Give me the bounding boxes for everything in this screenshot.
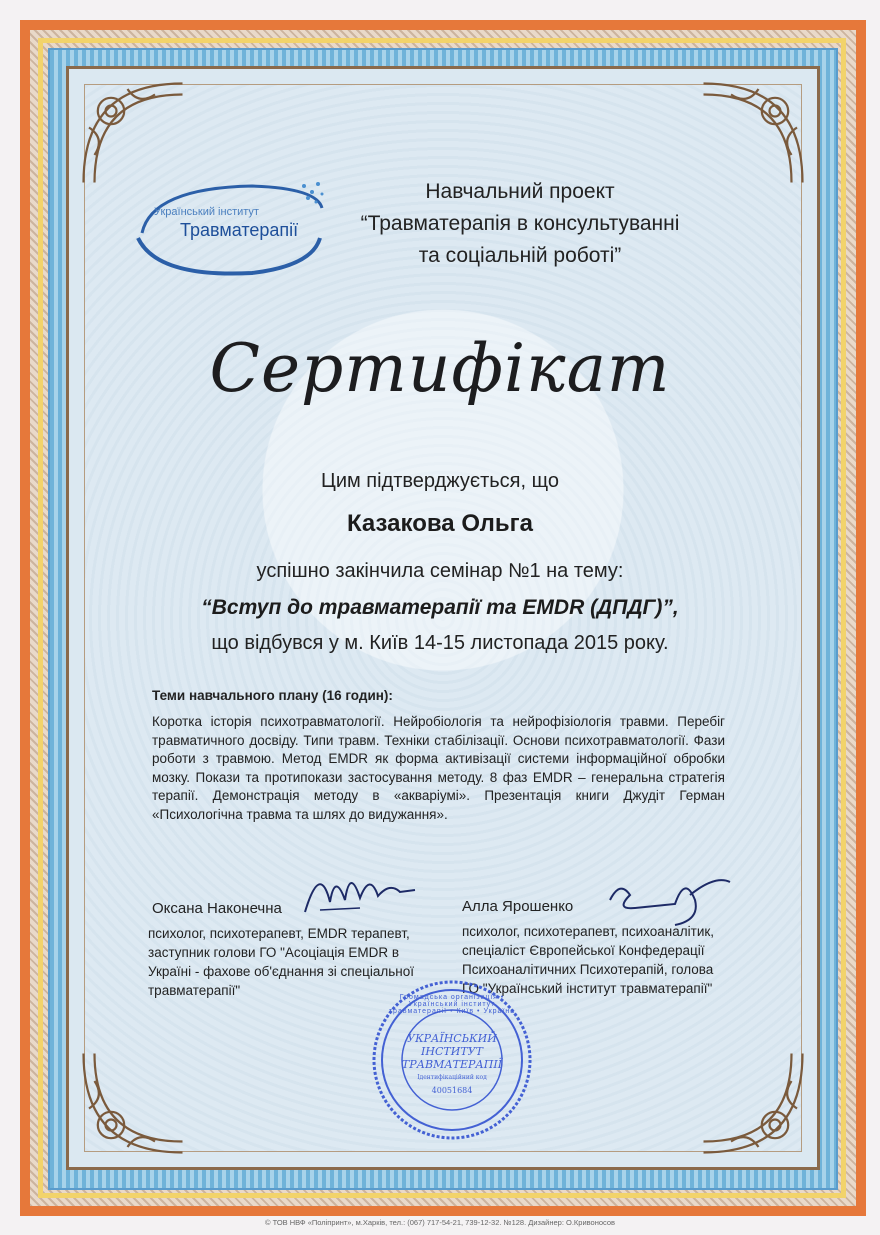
stamp-center-line-2: ІНСТИТУТ — [421, 1045, 483, 1058]
signatory-2-name: Алла Ярошенко — [462, 898, 574, 915]
signature-2 — [605, 870, 735, 930]
stamp-code: 40051684 — [431, 1086, 473, 1095]
header-line-3: та соціальній роботі” — [418, 244, 622, 267]
logo-text-top: Український інститут — [154, 206, 259, 218]
corner-ornament-top-left — [78, 78, 188, 188]
official-stamp — [370, 978, 534, 1142]
stamp-center-line-3: ТРАВМАТЕРАПІЇ — [401, 1058, 503, 1071]
stamp-center — [370, 1032, 534, 1097]
signatory-1-desc-line-4: травматерапії" — [148, 983, 241, 998]
signatory-1-desc-line-1: психолог, психотерапевт, EMDR терапевт, — [148, 926, 410, 941]
place-date-text: що відбувся у м. Київ 14-15 листопада 2015 року. — [211, 632, 669, 654]
confirm-text: Цим підтверджується, що — [321, 470, 559, 492]
header-line-2: “Травматерапія в консультуванні — [360, 212, 680, 235]
stamp-center-line-1: УКРАЇНСЬКИЙ — [407, 1032, 497, 1045]
plan-text: Коротка історія психотравматології. Нейробіологія та нейрофізіологія травми. Перебіг травматичного досвіду. Типи травм. Техніки стабілізації. Основи психотравматології. Фази роботи з травмою. Метод EMDR як форма активізації системи інформаційної обробки мозку. Покази та протипокази застосування методу. 8 фаз EMDR – генеральна стратегія терапії. Демонстрація методу в «акваріумі». Презентація книги Джудіт Герман «Психологічна травма та шлях до видужання». — [152, 714, 725, 822]
corner-ornament-bottom-left — [78, 1048, 188, 1158]
project-header — [320, 176, 720, 272]
plan-heading: Теми навчального плану (16 годин): — [152, 688, 393, 703]
signature-1 — [300, 862, 420, 922]
signatory-1-desc-line-2: заступник голови ГО "Асоціація EMDR в — [148, 945, 400, 960]
corner-ornament-top-right — [698, 78, 808, 188]
stamp-ring-text: Громадська організація • Український інститут травматерапії • Київ • Україна — [388, 994, 516, 1015]
corner-ornament-bottom-right — [698, 1048, 808, 1158]
stamp-code-label: Ідентифікаційний код — [417, 1074, 487, 1081]
header-line-1: Навчальний проект — [425, 180, 615, 203]
certificate-title: Сертифікат — [209, 330, 671, 407]
signatory-1-name: Оксана Наконечна — [152, 900, 282, 917]
signatory-2-desc-line-4: ГО "Український інститут травматерапії" — [462, 981, 713, 996]
recipient-name: Казакова Ольга — [346, 510, 534, 537]
completion-text: успішно закінчила семінар №1 на тему: — [256, 560, 624, 582]
signatory-2-desc-line-3: Психоаналітичних Психотерапій, голова — [462, 962, 714, 977]
printer-footer: © ТОВ НВФ «Поліпринт», м.Харків, тел.: (067) 717-54-21, 739-12-32. №128. Дизайнер: О.Кривоносов — [264, 1218, 616, 1227]
signatory-1-desc-line-3: Україні - фахове об'єднання зі спеціальної — [148, 964, 414, 979]
signatory-2-desc-line-2: спеціаліст Європейської Конфедерації — [462, 943, 705, 958]
seminar-topic: “Вступ до травматерапії та EMDR (ДПДГ)”, — [201, 596, 679, 619]
institute-logo — [132, 178, 332, 278]
logo-text-main: Травматерапії — [180, 220, 299, 240]
signatory-2-desc-line-1: психолог, психотерапевт, психоаналітик, — [462, 924, 715, 939]
